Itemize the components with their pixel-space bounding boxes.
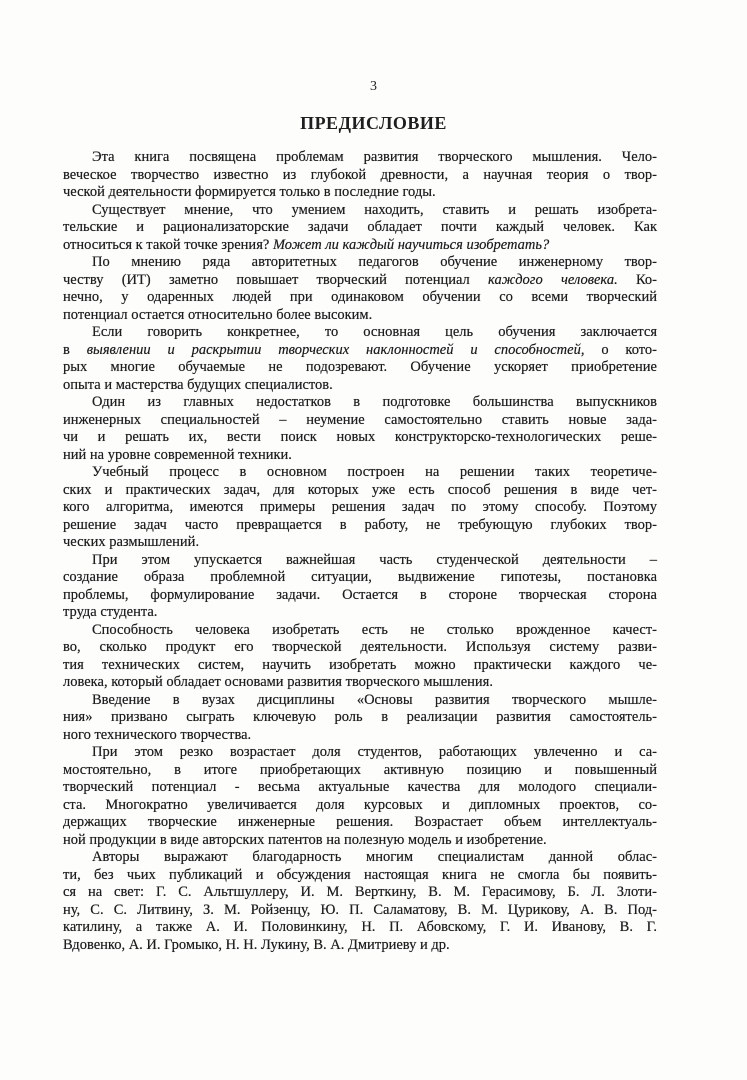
text-line: веческое творчество известно из глубокой древности, а научная теория о твор- (63, 166, 657, 183)
text-line: Вдовенко, А. И. Громыко, Н. Н. Лукину, В. А. Дмитриеву и др. (63, 936, 450, 953)
paragraph (63, 149, 657, 202)
text-line: При этом упускается важнейшая часть студенческой деятельности – (92, 551, 657, 568)
paragraph (63, 552, 657, 622)
paragraph (63, 324, 657, 394)
text-line: При этом резко возрастает доля студентов, работающих увлеченно и са- (92, 744, 657, 760)
text-line: ловека, который обладает основами развития творческого мышления. (63, 674, 493, 690)
text-line: мостоятельно, в итоге приобретающих активную позицию и повышенный (63, 761, 657, 778)
text-line: опыта и мастерства будущих специалистов. (63, 376, 333, 393)
paragraph (63, 692, 657, 745)
text-line: Учебный процесс в основном построен на решении таких теоретиче- (92, 464, 657, 480)
paragraph (63, 394, 657, 464)
text-line: решение задач часто превращается в работу, не требующую глубоких твор- (63, 516, 657, 533)
text-line: творческий потенциал - весьма актуальные качества для молодого специали- (63, 779, 657, 795)
text-line: ческих размышлений. (63, 534, 200, 550)
text-line: Авторы выражают благодарность многим специалистам данной облас- (92, 849, 657, 865)
text-line: труда студента. (63, 604, 158, 620)
text-line: ческой деятельности формируется только в последние годы. (63, 184, 436, 200)
text-line: По мнению ряда авторитетных педагогов обучение инженерному твор- (92, 254, 657, 270)
text-line: создание образа проблемной ситуации, выдвижение гипотезы, постановка (63, 569, 657, 585)
text-line: Введение в вузах дисциплины «Основы развития творческого мышле- (92, 691, 657, 708)
text-line: честву (ИТ) заметно повышает творческий потенциал каждого человека. Ко- (63, 271, 657, 288)
text-line: ста. Многократно увеличивается доля курсовых и дипломных проектов, со- (63, 796, 657, 813)
text-line: ских и практических задач, для которых уже есть способ решения в виде чет- (63, 481, 657, 498)
page-number: 3 (370, 79, 377, 94)
text-line: ся на свет: Г. С. Альтшуллеру, И. М. Верткину, В. М. Герасимову, Б. Л. Злоти- (63, 884, 657, 900)
paragraph (63, 464, 657, 552)
text-line: ти, без чьих публикаций и обсуждения настоящая книга не смогла бы появить- (63, 866, 657, 883)
text-line: ной продукции в виде авторских патентов на полезную модель и изобретение. (63, 831, 547, 848)
text-line: тия технических систем, научить изобретать можно практически каждого че- (63, 656, 657, 673)
text-line: Эта книга посвящена проблемам развития творческого мышления. Чело- (92, 149, 657, 165)
text-line: чи и решать их, вести поиск новых конструкторско-технологических реше- (63, 429, 657, 445)
text-line: катилину, а также А. И. Половинкину, Н. П. Абовскому, Г. И. Иванову, В. Г. (63, 919, 657, 935)
text-line: тельские и рационализаторские задачи обладает почти каждый человек. Как (63, 219, 657, 235)
text-line: во, сколько продукт его творческой деятельности. Используя систему разви- (63, 639, 657, 655)
paragraph (63, 622, 657, 692)
body-text (63, 149, 657, 954)
text-line: потенциал остается относительно более высоким. (63, 306, 373, 323)
text-line: ния» призвано сыграть ключевую роль в реализации развития самостоятель- (63, 709, 657, 725)
text-line: инженерных специальностей – неумение самостоятельно ставить новые зада- (63, 411, 657, 428)
text-line: ного технического творчества. (63, 726, 252, 743)
paragraph (63, 849, 657, 954)
text-line: рых многие обучаемые не подозревают. Обучение ускоряет приобретение (63, 359, 657, 375)
paragraph (63, 254, 657, 324)
paragraph (63, 202, 657, 255)
text-line: ну, С. С. Литвину, З. М. Ройзенцу, Ю. П. Саламатову, В. М. Цурикову, А. В. Под- (63, 901, 657, 918)
text-line: держащих творческие инженерные решения. Возрастает объем интеллектуаль- (63, 814, 657, 830)
text-line: Существует мнение, что умением находить, ставить и решать изобрета- (92, 201, 657, 218)
paragraph (63, 744, 657, 849)
text-line: относиться к такой точке зрения? Может ли каждый научиться изобретать? (63, 236, 550, 253)
text-line: Способность человека изобретать есть не столько врожденное качест- (92, 621, 657, 638)
text-line: нечно, у одаренных людей при одинаковом обучении со всеми творческий (63, 289, 657, 305)
text-line: проблемы, формулирование задачи. Остается в стороне творческая сторона (63, 586, 657, 603)
text-line: Если говорить конкретнее, то основная цель обучения заключается (92, 324, 657, 340)
text-line: ний на уровне современной техники. (63, 446, 292, 463)
text-line: Один из главных недостатков в подготовке большинства выпускников (92, 394, 657, 410)
text-line: в выявлении и раскрытии творческих наклонностей и способностей, о кото- (63, 341, 657, 358)
text-line: кого алгоритма, имеются примеры решения задач по этому способу. Поэтому (63, 499, 657, 515)
chapter-heading: ПРЕДИСЛОВИЕ (300, 113, 447, 133)
